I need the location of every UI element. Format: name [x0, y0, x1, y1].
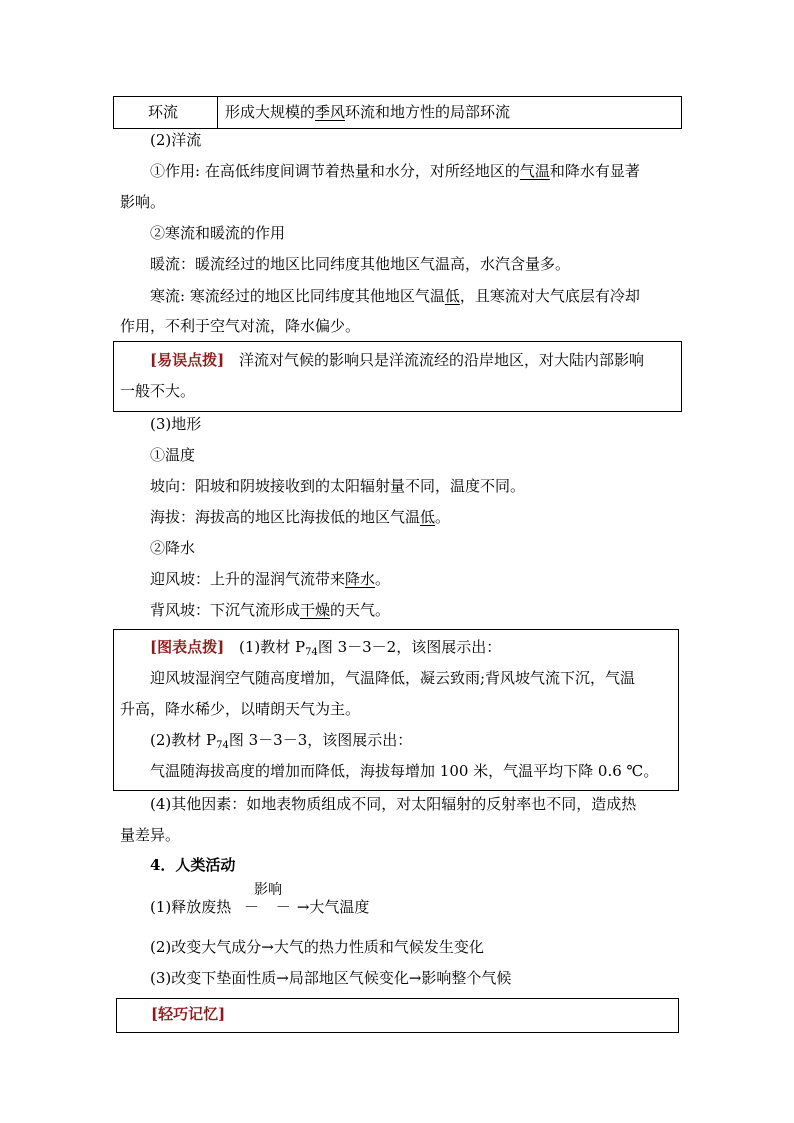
dashed-arrow: － － — [244, 898, 297, 916]
table-row-circulation — [113, 96, 682, 129]
human-item2: (2)改变大气成分→大气的热力性质和气候发生变化 — [150, 938, 484, 956]
memory-box — [116, 998, 679, 1033]
tip-box-figure — [113, 629, 679, 791]
cold-current-line2: 作用，不利于空气对流，降水偏少。 — [120, 317, 361, 335]
terrain-heading: (3)地形 — [150, 415, 202, 433]
warm-current-text: 暖流：暖流经过的地区比同纬度其他地区气温高，水汽含量多。 — [150, 255, 571, 273]
tip-tag: [易误点拨] — [150, 351, 225, 369]
human-item3: (3)改变下垫面性质→局部地区气候变化→影响整个气候 — [150, 969, 512, 987]
table-cell-text: 形成大规模的季风环流和地方性的局部环流 — [225, 103, 511, 121]
figure-tip-tag: [图表点拨] — [150, 638, 225, 656]
human-item1: (1)释放废热 － －→大气温度 — [150, 898, 370, 916]
human-heading: 4．人类活动 — [150, 856, 236, 874]
figure-tip-line1: [图表点拨] (1)教材 $P_{74}$图 3－3－2，该图展示出： — [150, 638, 502, 658]
arrow-label: 影响 — [254, 882, 282, 898]
ocean-effect-line2: 影响。 — [120, 193, 166, 211]
tip-line1: [易误点拨] 洋流对气候的影响只是洋流流经的沿岸地区，对大陆内部影响 — [150, 351, 644, 369]
figure-tip-line2: 迎风坡湿润空气随高度增加，气温降低，凝云致雨;背风坡气流下沉，气温 — [150, 669, 636, 687]
windward-text: 迎风坡：上升的湿润气流带来降水。 — [150, 570, 391, 588]
ocean-subheading: ②寒流和暖流的作用 — [150, 224, 286, 242]
other-factors-line2: 量差异。 — [120, 826, 181, 844]
precip-heading: ②降水 — [150, 539, 196, 557]
cold-current-line1: 寒流: 寒流经过的地区比同纬度其他地区气温低，且寒流对大气底层有冷却 — [150, 287, 640, 305]
other-factors-line1: (4)其他因素：如地表物质组成不同，对太阳辐射的反射率也不同，造成热 — [150, 795, 637, 813]
memory-tag: [轻巧记忆] — [151, 1005, 226, 1023]
table-cell-label: 环流 — [148, 103, 179, 121]
ocean-effect-line1: ①作用: 在高低纬度间调节着热量和水分，对所经地区的气温和降水有显著 — [150, 162, 640, 180]
ocean-heading: (2)洋流 — [150, 131, 202, 149]
table-divider — [217, 97, 218, 128]
figure-tip-line4: (2)教材 $P_{74}$图 3－3－3，该图展示出： — [150, 731, 413, 751]
temp-heading: ①温度 — [150, 446, 196, 464]
slope-text: 坡向：阳坡和阴坡接收到的太阳辐射量不同，温度不同。 — [150, 477, 526, 495]
tip-line2: 一般不大。 — [120, 382, 196, 400]
figure-tip-line3: 升高，降水稀少，以晴朗天气为主。 — [120, 700, 361, 718]
tip-box-misconception — [113, 341, 682, 412]
altitude-text: 海拔：海拔高的地区比海拔低的地区气温低。 — [150, 508, 451, 526]
leeward-text: 背风坡：下沉气流形成干燥的天气。 — [150, 601, 391, 619]
figure-tip-line5: 气温随海拔高度的增加而降低，海拔每增加 100 米，气温平均下降 0.6 ℃。 — [150, 762, 659, 780]
